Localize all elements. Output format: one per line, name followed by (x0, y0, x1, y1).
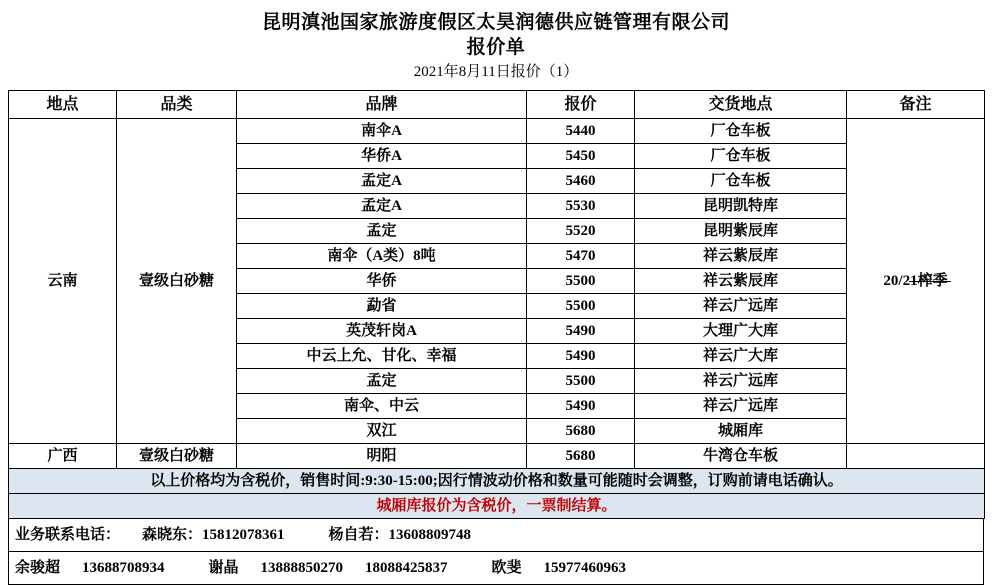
cell-delivery-place: 厂仓车板 (635, 169, 847, 194)
cell-brand: 双江 (237, 419, 527, 444)
contact-name-5: 欧斐 (491, 560, 522, 576)
cell-delivery-place: 祥云广远库 (635, 294, 847, 319)
column-header-remark: 备注 (847, 91, 985, 119)
column-header-brand: 品牌 (237, 91, 527, 119)
contact-name-1: 森晓东： (142, 527, 203, 543)
cell-price: 5460 (527, 169, 635, 194)
contact-phone-4: 13888850270 (260, 560, 344, 576)
quotation-date: 2021年8月11日报价（1） (413, 64, 579, 80)
contact-phone-5: 18088425837 (365, 560, 448, 576)
cell-brand: 华侨 (237, 269, 527, 294)
cell-price: 5440 (527, 119, 635, 144)
contacts-row-1 (9, 519, 984, 552)
cell-brand: 勐省 (237, 294, 527, 319)
cell-brand: 华侨A (237, 144, 527, 169)
cell-delivery-place: 祥云广远库 (635, 369, 847, 394)
cell-brand: 明阳 (237, 444, 527, 469)
cell-price: 5500 (527, 369, 635, 394)
cell-brand: 孟定A (237, 194, 527, 219)
cell-brand: 孟定A (237, 169, 527, 194)
cell-brand: 南伞A (237, 119, 527, 144)
contact-phone-1: 15812078361 (202, 527, 285, 543)
cell-price: 5490 (527, 394, 635, 419)
column-header-category: 品类 (117, 91, 237, 119)
cell-price: 5520 (527, 219, 635, 244)
cell-price: 5680 (527, 444, 635, 469)
company-title: 昆明滇池国家旅游度假区太昊润德供应链管理有限公司 (261, 12, 730, 33)
notice-row-1 (9, 469, 985, 494)
cell-price: 5490 (527, 319, 635, 344)
cell-price: 5530 (527, 194, 635, 219)
cell-delivery-place: 祥云广远库 (635, 394, 847, 419)
cell-brand: 孟定 (237, 219, 527, 244)
cell-delivery-place: 昆明紫辰库 (635, 219, 847, 244)
remark-text: 20/21榨季 (883, 273, 948, 289)
contacts-line-2 (9, 552, 984, 585)
cell-price: 5490 (527, 344, 635, 369)
contact-name-2: 杨自若： (328, 527, 389, 543)
cell-region-yunnan: 云南 (9, 119, 117, 444)
cell-price: 5500 (527, 294, 635, 319)
cell-price: 5470 (527, 244, 635, 269)
column-header-delivery-place: 交货地点 (635, 91, 847, 119)
table-row (9, 119, 985, 144)
table-row-guangxi (9, 444, 985, 469)
cell-region-guangxi: 广西 (9, 444, 117, 469)
cell-delivery-place: 祥云紫辰库 (635, 269, 847, 294)
cell-delivery-place: 牛湾仓车板 (635, 444, 847, 469)
cell-brand: 中云上允、甘化、幸福 (237, 344, 527, 369)
contact-name-4: 谢晶 (208, 560, 239, 576)
cell-category-guangxi: 壹级白砂糖 (117, 444, 237, 469)
contact-phone-3: 13688708934 (82, 560, 165, 576)
cell-category-yunnan: 壹级白砂糖 (117, 119, 237, 444)
cell-remark-empty (847, 444, 985, 469)
contacts-table (8, 519, 984, 585)
contact-phone-2: 13608809748 (388, 527, 472, 543)
cell-brand: 南伞（A类）8吨 (237, 244, 527, 269)
table-header-row (9, 91, 985, 119)
cell-delivery-place: 厂仓车板 (635, 144, 847, 169)
cell-price: 5450 (527, 144, 635, 169)
cell-remark-season (847, 119, 985, 444)
cell-brand: 南伞、中云 (237, 394, 527, 419)
cell-delivery-place: 大理广大库 (635, 319, 847, 344)
column-header-region: 地点 (9, 91, 117, 119)
column-header-price: 报价 (527, 91, 635, 119)
contact-name-3: 余骏超 (15, 560, 61, 576)
document-header (8, 0, 984, 86)
notice-row-2 (9, 494, 985, 519)
notice-text-2: 城厢库报价为含税价，一票制结算。 (9, 494, 985, 519)
cell-delivery-place: 城厢库 (635, 419, 847, 444)
contacts-row-2 (9, 552, 984, 585)
contact-phone-6: 15977460963 (543, 560, 627, 576)
document-type-title: 报价单 (466, 37, 526, 58)
contacts-line-1 (9, 519, 984, 552)
cell-delivery-place: 昆明凯特库 (635, 194, 847, 219)
cell-delivery-place: 厂仓车板 (635, 119, 847, 144)
cell-brand: 英茂轩岗A (237, 319, 527, 344)
cell-price: 5500 (527, 269, 635, 294)
price-table (8, 90, 985, 519)
cell-delivery-place: 祥云紫辰库 (635, 244, 847, 269)
cell-price: 5680 (527, 419, 635, 444)
contacts-label: 业务联系电话： (15, 527, 121, 543)
cell-delivery-place: 祥云广大库 (635, 344, 847, 369)
notice-text-1: 以上价格均为含税价，销售时间:9:30-15:00;因行情波动价格和数量可能随时会调整，订购前请电话确认。 (9, 469, 985, 494)
cell-brand: 孟定 (237, 369, 527, 394)
